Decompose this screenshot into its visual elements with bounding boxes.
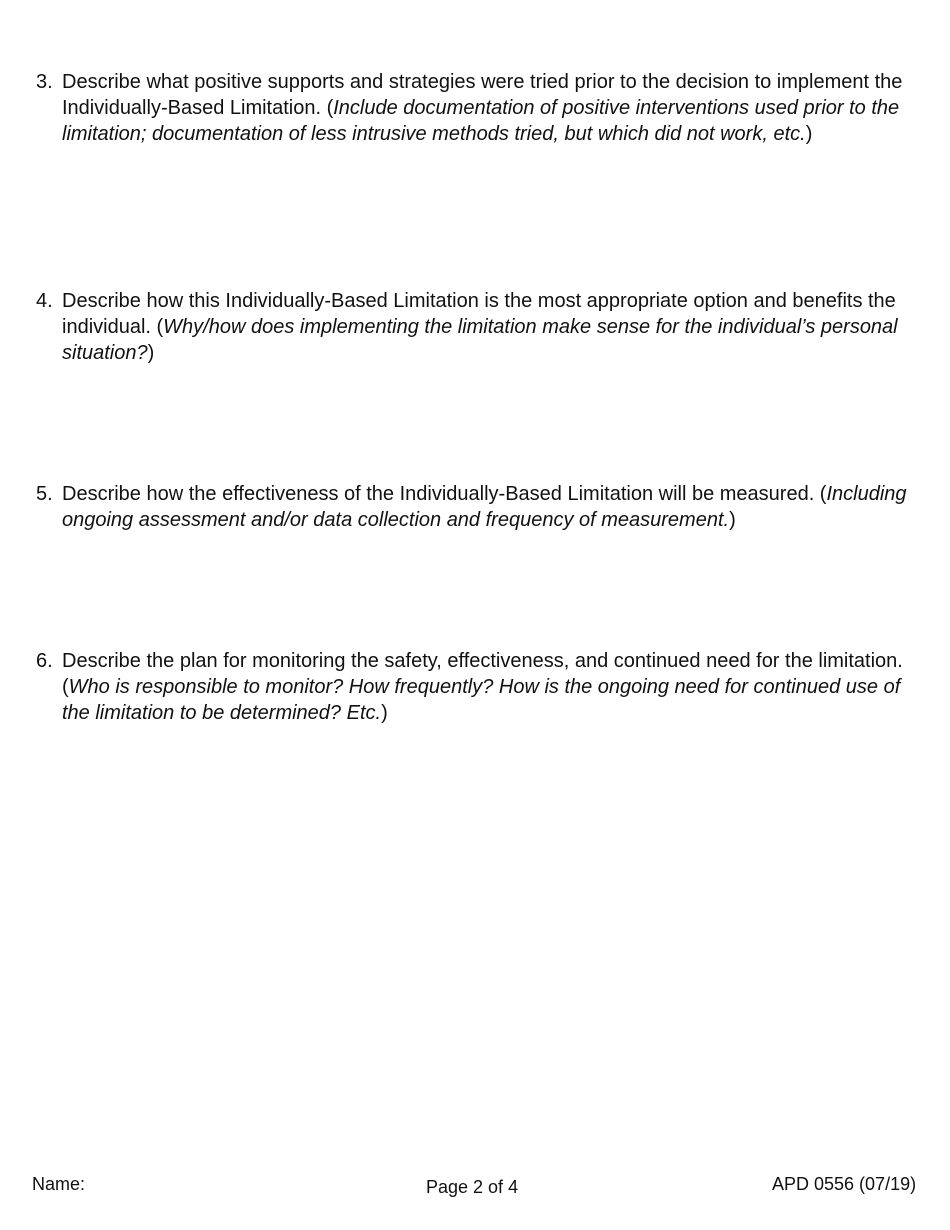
question-text [62,648,916,726]
question-number: 6. [36,650,53,672]
footer-name-label: Name: [32,1174,86,1194]
question-prompt: Describe how the effectiveness of the Individually-Based Limitation will be measured. ( [62,483,827,505]
question-text [62,288,916,366]
question-4 [36,288,916,366]
question-guidance: Including ongoing assessment and/or data collection and frequency of measurement. [62,483,907,531]
question-3 [36,69,916,147]
question-prompt: Describe how this Individually-Based Limitation is the most appropriate option and benefits the individual. ( [62,290,896,338]
question-guidance: Why/how does implementing the limitation make sense for the individual’s personal situation? [62,316,898,364]
question-6 [36,648,916,726]
question-close-paren: ) [805,123,813,145]
question-number: 5. [36,483,53,505]
question-prompt: Describe the plan for monitoring the safety, effectiveness, and continued need for the limitation. ( [62,650,903,698]
question-close-paren: ) [147,342,155,364]
question-guidance: Who is responsible to monitor? How frequently? How is the ongoing need for continued use of the limitation to be determined? Etc. [62,676,901,724]
question-close-paren: ) [381,702,388,724]
question-guidance: Include documentation of positive interventions used prior to the limitation; documentation of less intrusive methods tried, but which did not work, etc. [62,97,900,145]
question-number: 3. [36,71,53,93]
question-close-paren: ) [729,509,736,531]
question-text [62,481,916,533]
question-number: 4. [36,290,53,312]
question-5 [36,481,916,533]
question-text [62,69,916,147]
footer-page-number: Page 2 of 4 [426,1177,519,1197]
footer-form-code: APD 0556 (07/19) [772,1174,917,1194]
question-prompt: Describe what positive supports and strategies were tried prior to the decision to implement the Individually-Based Limitation. ( [62,71,903,119]
